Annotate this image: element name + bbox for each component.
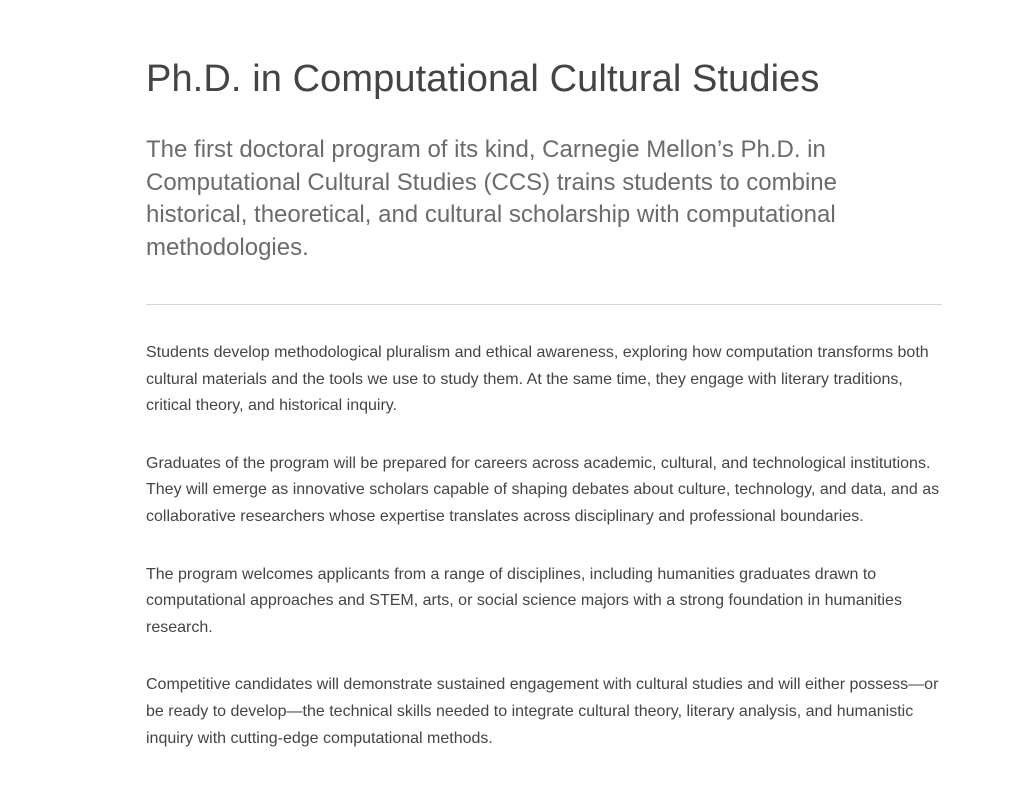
body-text: [146, 340, 942, 752]
program-overview: [146, 52, 942, 783]
body-paragraph-graduates: Graduates of the program will be prepared for careers across academic, cultural, and technological institutions. They will emerge as innovative scholars capable of shaping debates about culture, technology, and data, and as collaborative researchers whose expertise translates across disciplinary and professional boundaries.: [146, 454, 940, 525]
section-divider: [146, 304, 942, 305]
body-paragraph-candidates: Competitive candidates will demonstrate sustained engagement with cultural studies and will either possess—or be ready to develop—the technical skills needed to integrate cultural theory, literary analysis, and humanistic inquiry with cutting-edge computational methods.: [146, 676, 939, 747]
lead-paragraph: The first doctoral program of its kind, Carnegie Mellon’s Ph.D. in Computational Cultural Studies (CCS) trains students to combine historical, theoretical, and cultural scholarship with computational methodologies.: [146, 136, 837, 261]
body-paragraph-applicants: The program welcomes applicants from a range of disciplines, including humanities graduates drawn to computational approaches and STEM, arts, or social science majors with a strong foundation in humanities research.: [146, 565, 902, 636]
body-paragraph-pluralism: Students develop methodological pluralism and ethical awareness, exploring how computation transforms both cultural materials and the tools we use to study them. At the same time, they engage with literary traditions, critical theory, and historical inquiry.: [146, 344, 929, 415]
page-title: Ph.D. in Computational Cultural Studies: [146, 58, 820, 100]
